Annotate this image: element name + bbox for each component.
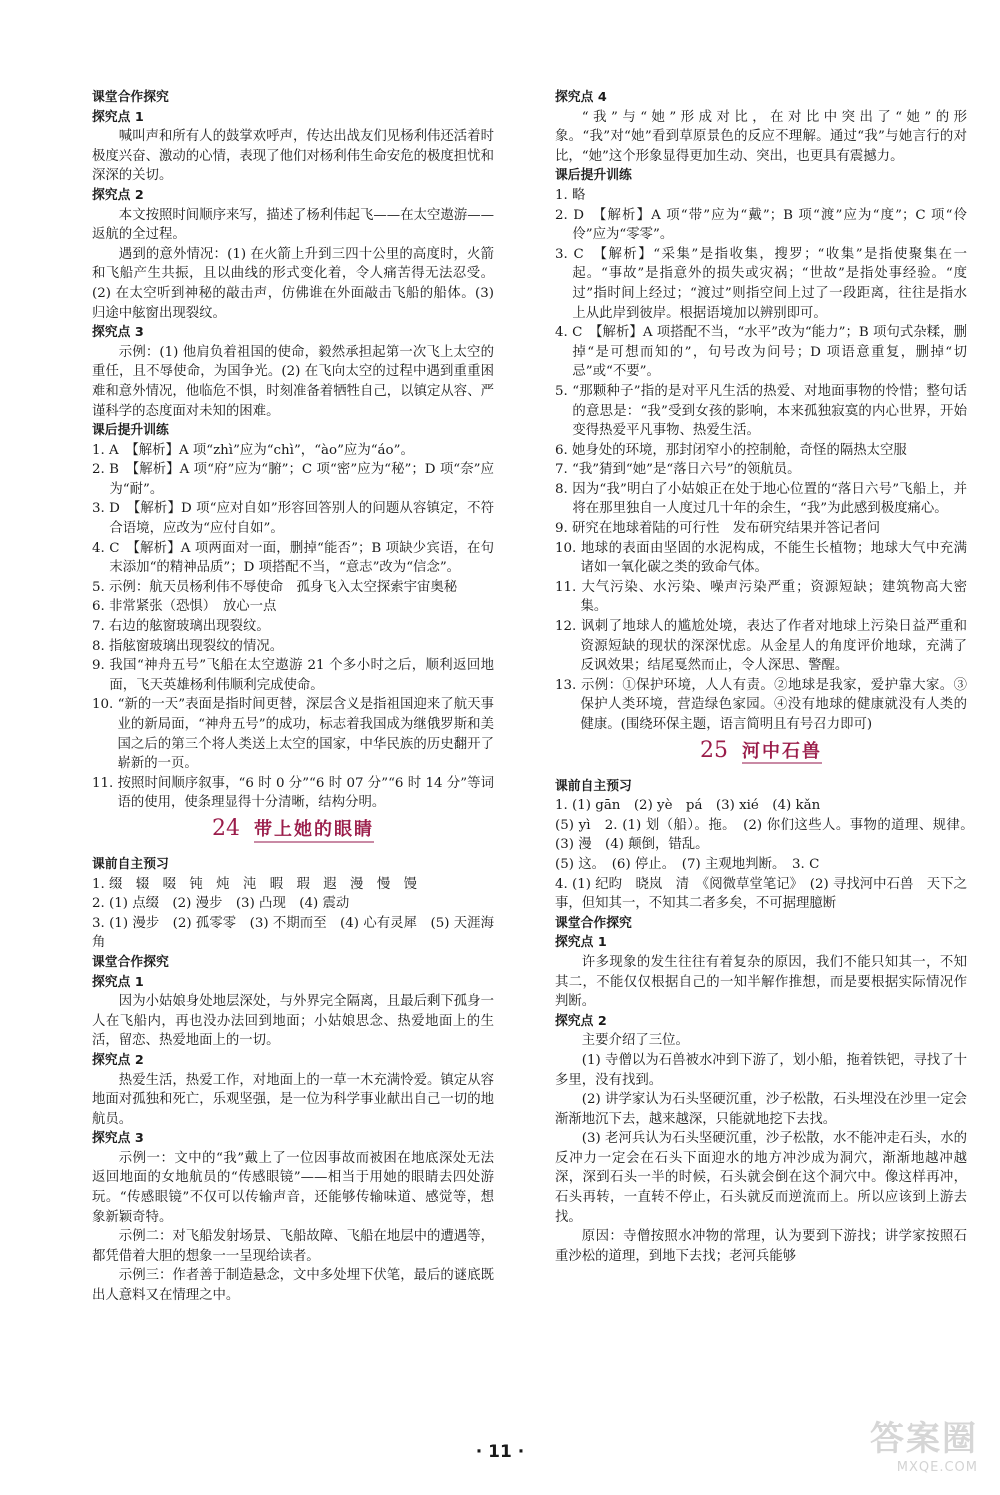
watermark-logo — [798, 1411, 978, 1481]
page-number: · 11 · — [475, 1442, 525, 1462]
answer-item: 5. “那颗种子”指的是对平凡生活的热爱、对地面事物的怜惜；整句话的意思是：“我”受到女孩的影响，本来孤独寂寞的内心世界，开始变得热爱平凡事物、热爱生活。 — [555, 383, 967, 439]
section-heading: 课堂合作探究 — [92, 90, 169, 105]
paragraph: “我”与“她”形成对比，在对比中突出了“她”的形象。“我”对“她”看到草原景色的反应不理解。通过“我”与她言行的对比，“她”这个形象显得更加生动、突出，也更具有震撼力。 — [555, 109, 967, 164]
section-heading: 课前自主预习 — [555, 778, 632, 794]
subsection-heading: 探究点 4 — [555, 90, 607, 105]
lesson-number: 25 — [700, 737, 728, 763]
answer-item: 4. C 【解析】A 项搭配不当，“水平”改为“能力”；B 项句式杂糅，删掉“是可想而知的”，句号改为问号；D 项语意重复，删掉“切忌”或“不要”。 — [555, 325, 967, 380]
right-column — [555, 88, 981, 1266]
answer-item: 4. (1) 纪昀 晓岚 清 《阅微草堂笔记》 (2) 寻找河中石兽 天下之事，但知其一，不知其二者多矣，不可据理臆断 — [555, 876, 967, 912]
answer-item: 1. A 【解析】A 项“zhì”应为“chì”，“ào”应为“áo”。 — [92, 442, 414, 458]
answer-item: 1. 缀 辍 啜 钝 炖 沌 暇 瑕 遐 漫 慢 馒 — [92, 876, 418, 892]
section-heading: 课前自主预习 — [92, 856, 169, 872]
paragraph: 许多现象的发生往往有着复杂的原因，我们不能只知其一，不知其二，不能仅仅根据自己的一知半解作推想，而是要根据实际情况作判断。 — [555, 954, 967, 1010]
section-heading: 课后提升训练 — [555, 168, 632, 184]
subsection-heading: 探究点 3 — [92, 1131, 144, 1147]
paragraph: 示例三：作者善于制造悬念，文中多处埋下伏笔，最后的谜底既出人意料又在情理之中。 — [92, 1268, 494, 1304]
answer-item: 3. D 【解析】D 项“应对自如”形容回答别人的问题从容镇定，不符合语境，应改为“应付自如”。 — [92, 501, 494, 537]
paragraph: 遇到的意外情况：(1) 在火箭上升到三四十公里的高度时，火箭和飞船产生共振，且以曲线的形式变化着，令人痛苦得无法忍受。(2) 在太空听到神秘的敲击声，仿佛谁在外面敲击飞船的船体。(3) 归途中舷窗出现裂纹。 — [92, 246, 494, 321]
subsection-heading: 探究点 1 — [92, 974, 144, 990]
answer-item: 2. D 【解析】A 项“带”应为“戴”；B 项“渡”应为“度”；C 项“伶伶”应为“零零”。 — [555, 207, 967, 243]
paragraph: (3) 老河兵认为石头坚硬沉重，沙子松散，水不能冲走石头，水的反冲力一定会在石头下面迎水的地方冲沙成为洞穴，渐渐地越冲越深，深到石头一半的时候，石头就会倒在这个洞穴中。像这样再冲，石头再转，一直转不停止，石头就反而逆流而上。所以应该到上游去找。 — [555, 1131, 967, 1225]
answer-item: 11. 大气污染、水污染、噪声污染严重；资源短缺；建筑物高大密集。 — [555, 579, 967, 615]
answer-item: 8. 指舷窗玻璃出现裂纹的情况。 — [92, 638, 284, 654]
answer-item: 9. 我国“神舟五号”飞船在太空遨游 21 个多小时之后，顺利返回地面，飞天英雄杨利伟顺利完成使命。 — [92, 658, 494, 693]
lesson-title-25 — [555, 737, 967, 771]
subsection-heading: 探究点 1 — [555, 935, 607, 951]
answer-item: 13. 示例：①保护环境，人人有责。②地球是我家，爱护靠大家。③保护人类环境，营造绿色家园。④没有地球的健康就没有人类的健康。(围绕环保主题，语言简明且有号召力即可) — [555, 677, 967, 732]
section-heading: 课后提升训练 — [92, 423, 169, 439]
paragraph: 示例二：对飞船发射场景、飞船故障、飞船在地层中的遭遇等，都凭借着大胆的想象一一呈现给读者。 — [92, 1229, 494, 1264]
left-column — [92, 88, 494, 1306]
lesson-name: 河中石兽 — [742, 742, 822, 765]
answer-item: 5. 示例：航天员杨利伟不辱使命 孤身飞入太空探索宇宙奥秘 — [92, 579, 458, 595]
lesson-title-24 — [92, 815, 494, 849]
answer-item: 6. 她身处的环境，那封闭窄小的控制舱，奇怪的隔热太空服 — [555, 442, 907, 458]
paragraph: 示例一：文中的“我”戴上了一位因事故而被困在地底深处无法返回地面的女地航员的“传感眼镜”——相当于用她的眼睛去四处游玩。“传感眼镜”不仅可以传输声音，还能够传输味道、感觉等，想象新颖奇特。 — [92, 1150, 494, 1225]
paragraph: 因为小姑娘身处地层深处，与外界完全隔离，且最后剩下孤身一人在飞船内，再也没办法回到地面；小姑娘思念、热爱地面上的生活，留恋、热爱地面上的一切。 — [92, 994, 494, 1049]
watermark-text: 答案圈 — [870, 1419, 978, 1459]
paragraph: 喊叫声和所有人的鼓掌欢呼声，传达出战友们见杨利伟还活着时极度兴奋、激动的心情，表现了他们对杨利伟生命安危的极度担忧和深深的关切。 — [92, 129, 494, 184]
answer-item: 7. 右边的舷窗玻璃出现裂纹。 — [92, 619, 270, 635]
answer-item: (5) yì 2. (1) 划（船）。拖。 (2) 你们这些人。事物的道理、规律。 (3) 漫 (4) 颠倒，错乱。 — [555, 817, 981, 853]
paragraph: 示例：(1) 他肩负着祖国的使命，毅然承担起第一次飞上太空的重任，且不辱使命，为国争光。(2) 在飞向太空的过程中遇到重重困难和意外情况，他临危不惧，时刻准备着牺牲自己，以镇定从容、严谨科学的态度面对未知的困难。 — [92, 344, 494, 419]
section-heading: 课堂合作探究 — [92, 954, 169, 970]
answer-item: 1. 略 — [555, 187, 586, 203]
paragraph: (2) 讲学家认为石头坚硬沉重，沙子松散，石头埋没在沙里一定会渐渐地沉下去，越来越深，只能就地挖下去找。 — [555, 1092, 967, 1127]
answer-item: 8. 因为“我”明白了小姑娘正在处于地心位置的“落日六号”飞船上，并将在那里独自一人度过几十年的余生，“我”为此感到极度痛心。 — [555, 481, 967, 517]
paragraph: 主要介绍了三位。 — [581, 1033, 689, 1049]
section-heading: 课堂合作探究 — [555, 915, 632, 931]
subsection-heading: 探究点 1 — [92, 109, 144, 125]
subsection-heading: 探究点 3 — [92, 325, 144, 341]
paragraph: 热爱生活，热爱工作，对地面上的一草一木充满怜爱。镇定从容地面对孤独和死亡，乐观坚强，是一位为科学事业献出自己一切的地航员。 — [92, 1072, 494, 1127]
watermark-url: MXQE.COM — [896, 1460, 978, 1475]
lesson-name: 带上她的眼睛 — [254, 820, 374, 843]
paragraph: (1) 寺僧以为石兽被水冲到下游了，划小船，拖着铁钯，寻找了十多里，没有找到。 — [555, 1052, 967, 1088]
answer-item: 7. “我”猜到“她”是“落日六号”的领航员。 — [555, 462, 801, 478]
subsection-heading: 探究点 2 — [92, 1052, 144, 1068]
lesson-number: 24 — [212, 815, 240, 841]
answer-item: 6. 非常紧张（恐惧） 放心一点 — [92, 599, 277, 615]
answer-item: (5) 这。 (6) 停止。 (7) 主观地判断。 3. C — [555, 856, 820, 872]
paragraph: 本文按照时间顺序来写，描述了杨利伟起飞——在太空遨游——返航的全过程。 — [92, 207, 494, 243]
answer-item: 2. B 【解析】A 项“府”应为“腑”；C 项“密”应为“秘”；D 项“奈”应为“耐”。 — [92, 462, 494, 497]
paragraph: 原因：寺僧按照水冲物的常理，认为要到下游找；讲学家按照石重沙松的道理，到地下去找；老河兵能够 — [555, 1229, 967, 1264]
answer-item: 2. (1) 点缀 (2) 漫步 (3) 凸现 (4) 震动 — [92, 896, 350, 912]
answer-item: 3. (1) 漫步 (2) 孤零零 (3) 不期而至 (4) 心有灵犀 (5) 天涯海角 — [92, 915, 494, 951]
subsection-heading: 探究点 2 — [555, 1013, 607, 1029]
answer-item: 3. C 【解析】“采集”是指收集，搜罗；“收集”是指使聚集在一起。“事故”是指意外的损失或灾祸；“世故”是指处事经验。“度过”指时间上经过；“渡过”则指空间上过了一段距离，往往是指水上从此岸到彼岸。根据语境加以辨别即可。 — [555, 246, 967, 321]
answer-item: 12. 讽刺了地球人的尴尬处境，表达了作者对地球上污染日益严重和资源短缺的现状的深深忧虑。从金星人的角度评价地球，充满了反讽效果；结尾戛然而止，令人深思、警醒。 — [555, 619, 967, 674]
answer-item: 11. 按照时间顺序叙事，“6 时 0 分”“6 时 07 分”“6 时 14 分”等词语的使用，使条理显得十分清晰，结构分明。 — [92, 775, 494, 811]
answer-item: 10. “新的一天”表面是指时间更替，深层含义是指祖国迎来了航天事业的新局面，“神舟五号”的成功，标志着我国成为继俄罗斯和美国之后的第三个将人类送上太空的国家，中华民族的历史翻开了崭新的一页。 — [92, 697, 494, 772]
answer-item: 4. C 【解析】A 项两面对一面，删掉“能否”；B 项缺少宾语，在句末添加“的精神品质”；D 项搭配不当，“意志”改为“信念”。 — [92, 540, 494, 576]
answer-item: 9. 研究在地球着陆的可行性 发布研究结果并答记者问 — [555, 521, 881, 537]
subsection-heading: 探究点 2 — [92, 187, 144, 203]
answer-item: 10. 地球的表面由坚固的水泥构成，不能生长植物；地球大气中充满诸如一氧化碳之类的致命气体。 — [555, 540, 967, 576]
answer-item: 1. (1) gān (2) yè pá (3) xié (4) kǎn — [555, 798, 821, 814]
